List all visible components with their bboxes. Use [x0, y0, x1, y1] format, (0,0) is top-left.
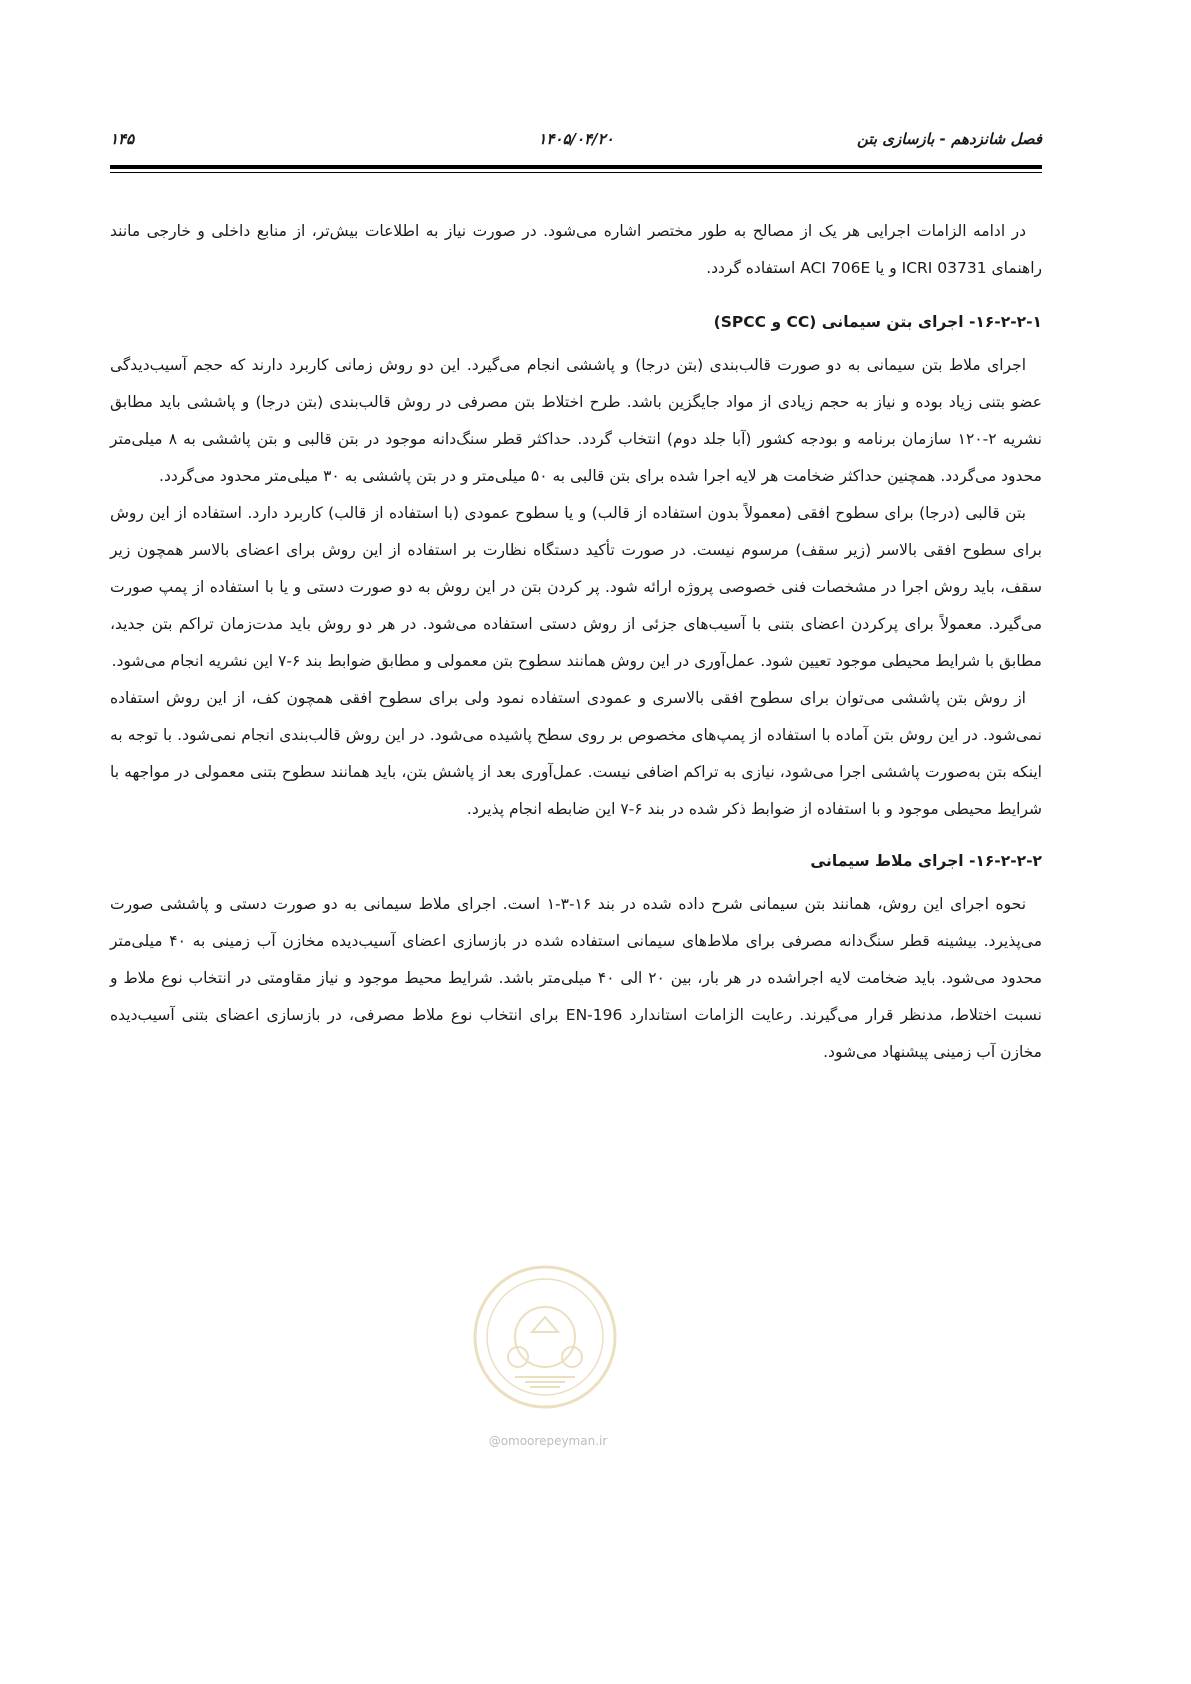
section-heading-cement-concrete: ۱۶-۲-۲-۱- اجرای بتن سیمانی (CC و SPCC)	[713, 313, 1042, 331]
watermark-website: @omoorepeyman.ir	[488, 1434, 608, 1448]
page-body	[110, 213, 1042, 1071]
intro-paragraph: در ادامه الزامات اجرایی هر یک از مصالح به طور مختصر اشاره می‌شود. در صورت نیاز به اطلاعات بیش‌تر، از منابع داخلی و خارجی مانند راهنمای ICRI 03731 و یا ACI 706E استفاده گردد.	[110, 222, 1042, 277]
section-heading-cement-mortar: ۱۶-۲-۲-۲- اجرای ملاط سیمانی	[810, 852, 1042, 870]
page-number: ۱۴۵	[110, 130, 135, 148]
paragraph: از روش بتن پاششی می‌توان برای سطوح افقی بالاسری و عمودی استفاده نمود ولی برای سطوح افقی همچون کف، از این روش استفاده نمی‌شود. در این روش بتن آماده با استفاده از پمپ‌های مخصوص بر روی سطح پاشیده می‌شود. در این روش قالب‌بندی انجام نمی‌شود. با توجه به اینکه بتن به‌صورت پاششی اجرا می‌شود، نیازی به تراکم اضافی نیست. عمل‌آوری بعد از پاشش بتن، باید همانند سطوح بتنی معمولی در مواجهه با شرایط محیطی موجود و با استفاده از ضوابط ذکر شده در بند ۶-۷ این ضابطه انجام پذیرد.	[110, 689, 1042, 818]
paragraph: اجرای ملاط بتن سیمانی به دو صورت قالب‌بندی (بتن درجا) و پاششی انجام می‌گیرد. این دو روش زمانی کاربرد دارند که حجم آسیب‌دیدگی عضو بتنی زیاد بوده و نیاز به حجم زیادی از مواد جایگزین باشد. طرح اختلاط بتن مصرفی در روش قالب‌بندی (بتن درجا) و پاششی باید مطابق نشریه ۲-۱۲۰ سازمان برنامه و بودجه کشور (آبا جلد دوم) انتخاب گردد. حداکثر قطر سنگ‌دانه موجود در بتن قالبی و بتن پاششی به ۸ میلی‌متر محدود می‌گردد. همچنین حداکثر ضخامت هر لایه اجرا شده برای بتن قالبی به ۵۰ میلی‌متر و در بتن پاششی به ۳۰ میلی‌متر محدود می‌گردد.	[110, 356, 1042, 485]
paragraph: نحوه اجرای این روش، همانند بتن سیمانی شرح داده شده در بند ۱۶-۳-۱ است. اجرای ملاط سیمانی به دو صورت دستی و پاششی صورت می‌پذیرد. بیشینه قطر سنگ‌دانه مصرفی برای ملاط‌های سیمانی استفاده شده در بازسازی اعضای آسیب‌دیده مخازن آب زمینی به ۴۰ میلی‌متر محدود می‌شود. باید ضخامت لایه اجراشده در هر بار، بین ۲۰ الی ۴۰ میلی‌متر باشد. شرایط محیط موجود و نیاز مقاومتی در انتخاب نوع ملاط و نسبت اختلاط، مدنظر قرار می‌گیرند. رعایت الزامات استاندارد EN-196 برای انتخاب نوع ملاط مصرفی، در بازسازی اعضای بتنی آسیب‌دیده مخازن آب زمینی پیشنهاد می‌شود.	[110, 895, 1042, 1061]
header-rule-thin	[110, 172, 1042, 173]
header-rule-thick	[110, 165, 1042, 169]
page-date: ۱۴۰۵/۰۴/۲۰	[538, 130, 614, 148]
paragraph: بتن قالبی (درجا) برای سطوح افقی (معمولاً بدون استفاده از قالب) و یا سطوح عمودی (با استفاده از قالب) کاربرد دارد. استفاده از این روش برای سطوح افقی بالاسر (زیر سقف) مرسوم نیست. در صورت تأکید دستگاه نظارت بر استفاده از این روش برای اعضای بالاسر همچون زیر سقف، باید روش اجرا در مشخصات فنی خصوصی پروژه ارائه شود. پر کردن بتن در این روش به دو صورت دستی و یا با استفاده از پمپ صورت می‌گیرد. معمولاً برای پرکردن اعضای بتنی با آسیب‌های جزئی از روش دستی استفاده می‌شود. در هر دو روش باید مدت‌زمان تراکم بتن جدید، مطابق با شرایط محیطی موجود تعیین شود. عمل‌آوری در این روش همانند سطوح بتن معمولی و مطابق ضوابط بند ۶-۷ این نشریه انجام می‌شود.	[110, 504, 1042, 670]
chapter-title: فصل شانزدهم - بازسازی بتن	[856, 130, 1042, 148]
publisher-seal-icon	[470, 1262, 620, 1412]
page-header	[110, 130, 1042, 160]
